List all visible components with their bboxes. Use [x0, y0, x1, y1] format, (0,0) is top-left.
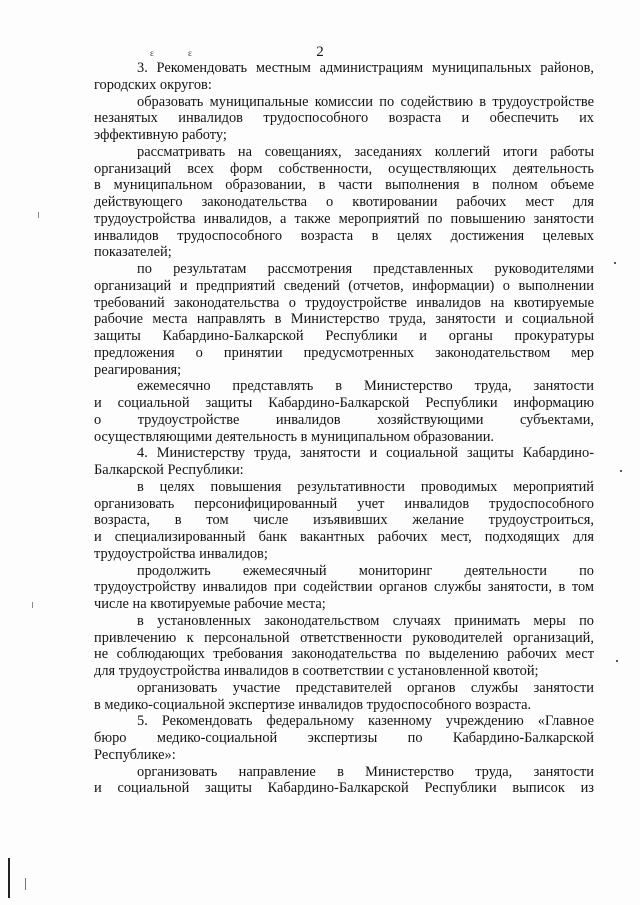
paragraph-line: реагирования; — [94, 361, 182, 378]
paragraph-line: организаций всех форм собственности, осуществляющих деятельность — [94, 160, 594, 177]
scan-artifact-right-dot — [614, 262, 616, 264]
paragraph-line: по результатам рассмотрения представленных руководителями — [137, 261, 594, 277]
scan-artifact-right-dot — [616, 660, 618, 662]
paragraph-line: ежемесячно представлять в Министерство труда, занятости — [137, 378, 594, 395]
paragraph-line: 5. Рекомендовать федеральному казенному учреждению «Главное — [137, 713, 594, 730]
paragraph-line: в целях повышения результативности проводимых мероприятий — [137, 478, 594, 495]
paragraph-line: действующего законодательства о квотировании рабочих мест для — [94, 194, 594, 210]
paragraph-line: Балкарской Республики: — [94, 462, 244, 478]
paragraph-line: эффективную работу; — [94, 127, 227, 143]
scan-artifact-left-dot — [32, 602, 33, 608]
paragraph-line: 4. Министерству труда, занятости и социальной защиты Кабардино- — [137, 445, 594, 462]
paragraph-line: городских округов: — [94, 76, 212, 93]
paragraph-line: возраста, в том числе изъявивших желание трудоустроиться, — [94, 512, 594, 529]
scan-artifact-left-bar — [8, 858, 10, 898]
paragraph-line: показателей; — [94, 244, 172, 261]
paragraph-line: и специализированный банк вакантных рабочих мест, подходящих для — [94, 529, 594, 545]
paragraph-line: предложения о принятии предусмотренных законодательством мер — [94, 344, 594, 361]
paragraph-line: продолжить ежемесячный мониторинг деятельности по — [137, 562, 594, 579]
paragraph-line: организовать персонифицированный учет инвалидов трудоспособного — [94, 495, 594, 512]
paragraph-line: не соблюдающих требования законодательства по выделению рабочих мест — [94, 646, 594, 663]
scan-corner-marks: ε ε — [150, 48, 208, 58]
paragraph-line: организовать участие представителей органов службы занятости — [137, 679, 594, 696]
paragraph-line: 3. Рекомендовать местным администрациям муниципальных районов, — [137, 60, 594, 76]
paragraph-line: осуществляющими деятельность в муниципальном образовании. — [94, 428, 495, 445]
paragraph-line: привлечению к персональной ответственности руководителей организаций, — [94, 629, 594, 646]
paragraph-line: образовать муниципальные комиссии по содействию в трудоустройстве — [137, 93, 594, 110]
paragraph-line: в медико-социальной экспертизе инвалидов трудоспособного возраста. — [94, 696, 532, 713]
paragraph-line: Республике»: — [94, 746, 176, 763]
paragraph-line: для трудоустройства инвалидов в соответствии с установленной квотой; — [94, 663, 539, 679]
paragraph-line: требований законодательства о трудоустройстве инвалидов на квотируемые — [94, 294, 594, 311]
scan-artifact-right-dot — [620, 470, 622, 472]
paragraph-line: трудоустройства инвалидов; — [94, 545, 268, 562]
paragraph-line: защиты Кабардино-Балкарской Республики и органы прокуратуры — [94, 328, 594, 344]
scan-artifact-left-dot — [38, 212, 39, 218]
paragraph-line: организаций и предприятий сведений (отчетов, информации) о выполнении — [94, 277, 594, 294]
paragraph-line: о трудоустройстве инвалидов хозяйствующими субъектами, — [94, 411, 594, 428]
paragraph-line: рабочие места направлять в Министерство труда, занятости и социальной — [94, 311, 594, 328]
paragraph-line: трудоустройства инвалидов, а также мероприятий по повышению занятости — [94, 210, 594, 227]
document-body — [94, 60, 594, 797]
paragraph-line: и социальной защиты Кабардино-Балкарской Республики выписок из — [94, 780, 594, 797]
page-number: 2 — [316, 44, 324, 60]
paragraph-line: числе на квотируемые рабочие места; — [94, 596, 326, 612]
paragraph-line: трудоустройству инвалидов при содействии органов службы занятости, в том — [94, 579, 594, 596]
paragraph-line: инвалидов трудоспособного возраста в целях достижения целевых — [94, 227, 594, 244]
paragraph-line: в установленных законодательством случаях принимать меры по — [137, 612, 594, 629]
paragraph-line: в муниципальном образовании, в части выполнения в полном объеме — [94, 177, 594, 194]
paragraph-line: и социальной защиты Кабардино-Балкарской Республики информацию — [94, 395, 594, 411]
paragraph-line: бюро медико-социальной экспертизы по Кабардино-Балкарской — [94, 730, 594, 746]
paragraph-line: организовать направление в Министерство труда, занятости — [137, 763, 594, 780]
paragraph-line: незанятых инвалидов трудоспособного возраста и обеспечить их — [94, 110, 594, 127]
scan-artifact-left-tick — [25, 878, 26, 890]
paragraph-line: рассматривать на совещаниях, заседаниях коллегий итоги работы — [137, 143, 594, 160]
